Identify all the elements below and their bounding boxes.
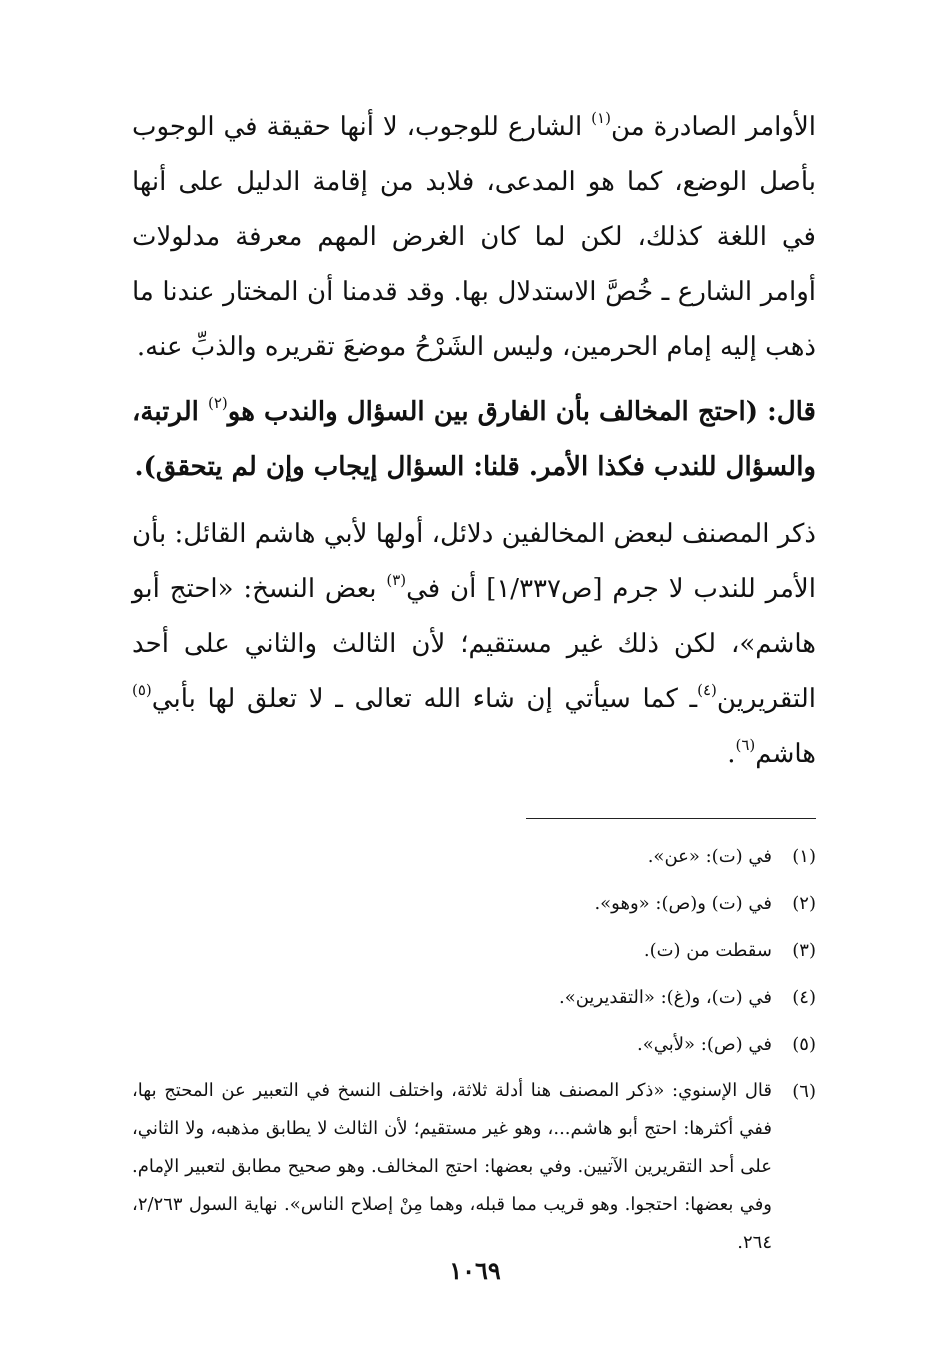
footnote-number: (٣) [792, 940, 816, 961]
footnote-text: في (ت)، و(غ): «التقديرين». [559, 987, 772, 1008]
footnote-item-3 [132, 927, 816, 974]
footnote-ref-5[interactable]: (٥) [132, 681, 152, 699]
text-run: قال: (احتج المخالف بأن الفارق بين السؤال والندب هو [227, 397, 816, 427]
text-run: الرتبة، والسؤال للندب فكذا الأمر. قلنا: السؤال إيجاب وإن لم يتحقق). [132, 397, 816, 482]
footnote-text: قال الإسنوي: «ذكر المصنف هنا أدلة ثلاثة، واختلف النسخ في التعبير عن المحتج بها، ففي أكثرها: احتج أبو هاشم...، وهو غير مستقيم؛ لأن الثالث لا يطابق مذهبه، ولا الثاني، على أحد التقريرين الآتيين. وفي بعضها: احتج المخالف. وهو صحيح مطابق لتعبير الإمام. وفي بعضها: احتجوا. وهو قريب مما قبله، وهما مِنْ إصلاح الناس». نهاية السول ٢/٢٦٣، ٢٦٤. [132, 1080, 772, 1253]
text-run: بعض النسخ: «احتج أبو هاشم»، لكن ذلك غير مستقيم؛ لأن الثالث والثاني على أحد التقريرين [132, 574, 816, 714]
footnote-item-6 [132, 1068, 816, 1262]
footnote-item-5 [132, 1021, 816, 1068]
footnote-divider [526, 818, 816, 819]
footnote-text: سقطت من (ت). [643, 940, 772, 961]
quoted-text-paragraph [132, 385, 816, 495]
footnote-ref-3[interactable]: (٣) [386, 571, 407, 589]
footnote-text: في (ت) و(ص): «وهو». [594, 893, 772, 914]
footnote-item-1 [132, 833, 816, 880]
footnote-ref-6[interactable]: (٦) [735, 736, 756, 754]
text-run: الشارع للوجوب، لا أنها حقيقة في الوجوب بأصل الوضع، كما هو المدعى، فلابد من إقامة الدليل على أنها في اللغة كذلك، لكن لما كان الغرض المهم معرفة مدلولات أوامر الشارع ـ خُصَّ الاستدلال بها. وقد قدمنا أن المختار عندنا ما ذهب إليه إمام الحرمين، وليس الشَرْحُ موضعَ تقريره والذبِّ عنه. [132, 112, 816, 362]
footnote-number: (٤) [792, 987, 816, 1008]
footnote-number: (٢) [792, 893, 816, 914]
footnotes-section [132, 833, 816, 1262]
footnote-number: (٥) [792, 1034, 816, 1055]
footnote-ref-2[interactable]: (٢) [208, 394, 228, 412]
text-run: ـ كما سيأتي إن شاء الله تعالى ـ لا تعلق لها بأبي [151, 684, 698, 714]
footnote-number: (١) [792, 846, 816, 867]
page-number: ١٠٦٩ [449, 1256, 501, 1285]
text-run: ذكر المصنف لبعض المخالفين دلائل، أولها لأبي هاشم القائل: بأن الأمر للندب لا جرم [ص١/٣٣٧] أن في [132, 519, 816, 604]
footnote-item-4 [132, 974, 816, 1021]
page-content [132, 100, 816, 1262]
body-paragraph-1 [132, 100, 816, 375]
text-run: . [727, 739, 736, 769]
footnote-item-2 [132, 880, 816, 927]
body-paragraph-3 [132, 507, 816, 782]
footnote-text: في (ص): «لأبي». [637, 1034, 772, 1055]
footnote-text: في (ت): «عن». [647, 846, 772, 867]
text-run: هاشم [755, 739, 816, 769]
footnote-ref-1[interactable]: (١) [591, 109, 611, 127]
text-run: الأوامر الصادرة من [610, 112, 816, 142]
footnote-number: (٦) [792, 1081, 816, 1102]
footnote-ref-4[interactable]: (٤) [697, 681, 717, 699]
